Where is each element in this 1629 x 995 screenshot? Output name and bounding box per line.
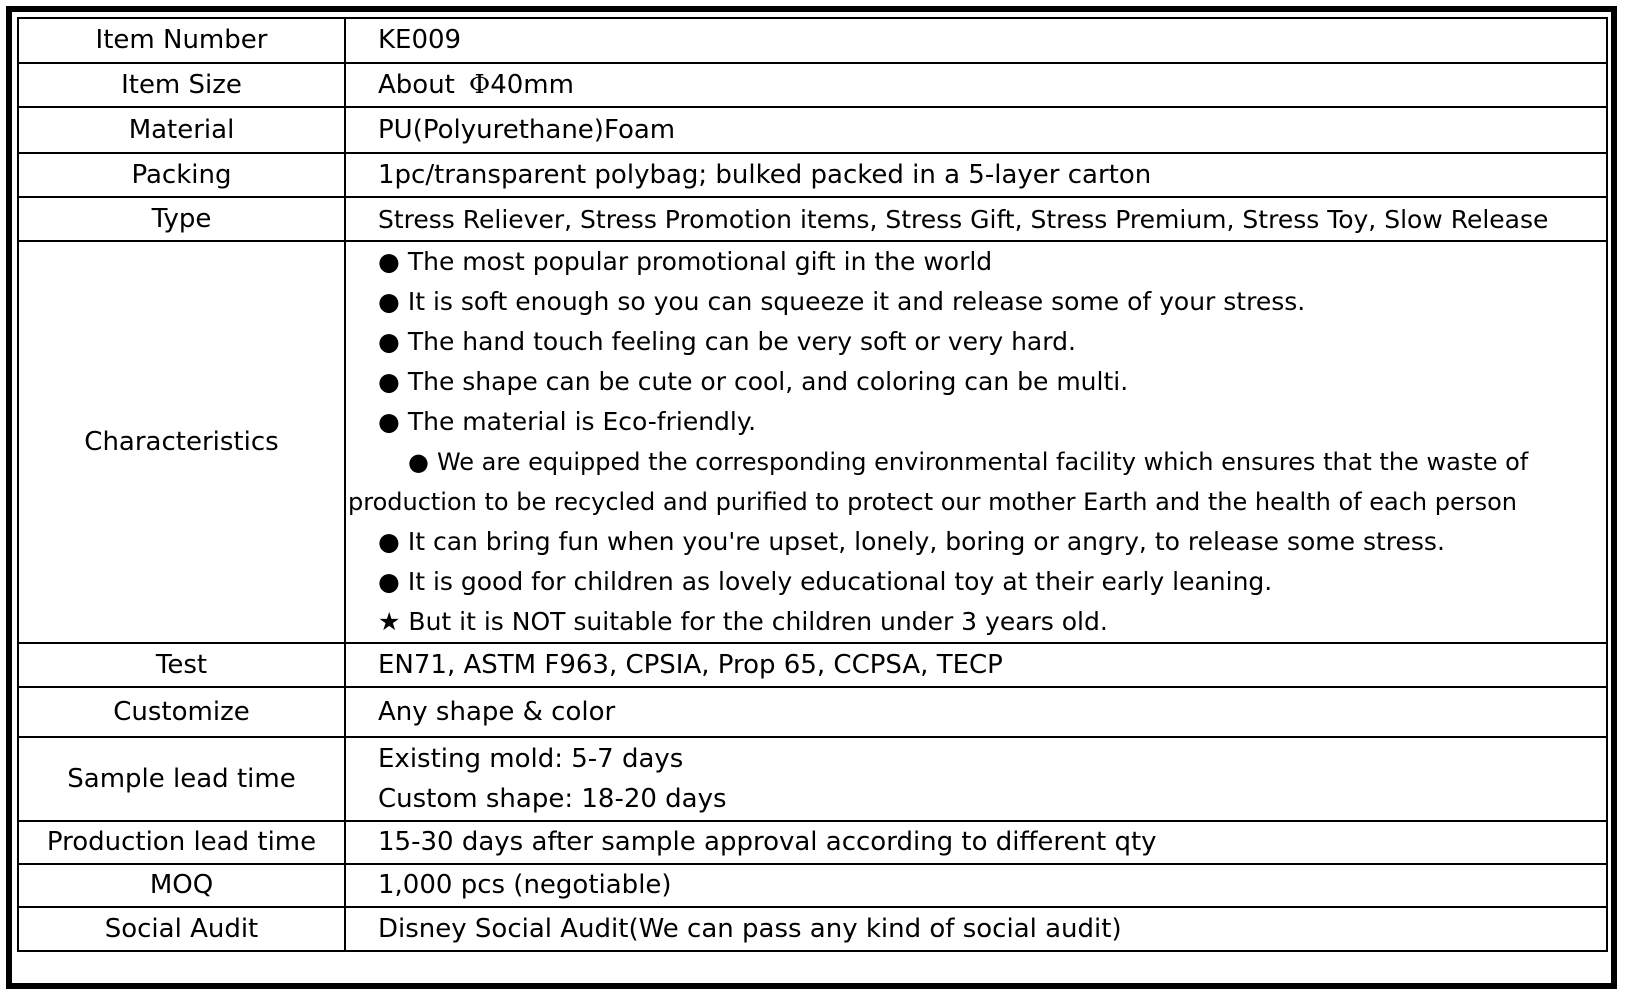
label-item-number: Item Number (18, 18, 345, 63)
label-customize: Customize (18, 687, 345, 737)
label-moq: MOQ (18, 864, 345, 907)
value-type: Stress Reliever, Stress Promotion items, Stress Gift, Stress Premium, Stress Toy, Slow Release (345, 197, 1607, 241)
diameter-symbol: Φ (468, 69, 491, 100)
sample-lead-line: Existing mold: 5-7 days (378, 744, 684, 774)
label-social-audit: Social Audit (18, 907, 345, 951)
bullet-icon: ● (378, 327, 400, 356)
value-packing: 1pc/transparent polybag; bulked packed in a 5-layer carton (345, 153, 1607, 197)
item-size-suffix: 40mm (490, 69, 574, 100)
label-item-size: Item Size (18, 63, 345, 107)
value-social-audit: Disney Social Audit(We can pass any kind of social audit) (345, 907, 1607, 951)
bullet-icon: ● (408, 448, 429, 476)
value-material: PU(Polyurethane)Foam (345, 107, 1607, 153)
row-production-lead-time (18, 821, 1607, 864)
characteristic-text: The hand touch feeling can be very soft or very hard. (407, 327, 1076, 356)
row-type (18, 197, 1607, 241)
characteristic-line (378, 402, 1602, 442)
characteristic-text: It can bring fun when you're upset, lonely, boring or angry, to release some stress. (407, 527, 1445, 556)
value-test: EN71, ASTM F963, CPSIA, Prop 65, CCPSA, TECP (345, 643, 1607, 687)
product-spec-table (17, 17, 1608, 952)
label-material: Material (18, 107, 345, 153)
characteristic-line (378, 602, 1602, 642)
bullet-icon: ● (378, 367, 400, 396)
row-customize (18, 687, 1607, 737)
star-icon: ★ (378, 607, 401, 636)
characteristic-text: The most popular promotional gift in the world (407, 247, 993, 276)
characteristic-line (378, 282, 1602, 322)
characteristic-text: It is soft enough so you can squeeze it and release some of your stress. (407, 287, 1306, 316)
characteristic-line (378, 362, 1602, 402)
label-production-lead-time: Production lead time (18, 821, 345, 864)
spec-sheet-frame (6, 6, 1617, 989)
characteristic-line (348, 442, 1600, 522)
characteristic-line (378, 562, 1602, 602)
characteristic-line (378, 522, 1602, 562)
label-packing: Packing (18, 153, 345, 197)
bullet-icon: ● (378, 247, 400, 276)
value-item-number: KE009 (345, 18, 1607, 63)
characteristic-text: We are equipped the corresponding environmental facility which ensures that the waste of production to be recycled and purified to protect our mother Earth and the health of each person (348, 448, 1529, 516)
label-test: Test (18, 643, 345, 687)
label-characteristics: Characteristics (18, 241, 345, 643)
sample-lead-line: Custom shape: 18-20 days (378, 784, 727, 814)
row-item-size (18, 63, 1607, 107)
characteristic-text: But it is NOT suitable for the children under 3 years old. (408, 607, 1108, 636)
characteristic-text: It is good for children as lovely educational toy at their early leaning. (407, 567, 1273, 596)
row-moq (18, 864, 1607, 907)
characteristic-line (378, 322, 1602, 362)
bullet-icon: ● (378, 527, 400, 556)
bullet-icon: ● (378, 567, 400, 596)
row-social-audit (18, 907, 1607, 951)
label-sample-lead-time: Sample lead time (18, 737, 345, 821)
bullet-icon: ● (378, 287, 400, 316)
row-characteristics (18, 241, 1607, 643)
value-item-size (345, 63, 1607, 107)
label-type: Type (18, 197, 345, 241)
value-characteristics (345, 241, 1607, 643)
value-production-lead-time: 15-30 days after sample approval according to different qty (345, 821, 1607, 864)
item-size-prefix: About (378, 69, 455, 100)
row-item-number (18, 18, 1607, 63)
value-customize: Any shape & color (345, 687, 1607, 737)
value-sample-lead-time (345, 737, 1607, 821)
characteristic-text: The material is Eco-friendly. (407, 407, 757, 436)
row-packing (18, 153, 1607, 197)
row-sample-lead-time (18, 737, 1607, 821)
bullet-icon: ● (378, 407, 400, 436)
row-material (18, 107, 1607, 153)
characteristic-text: The shape can be cute or cool, and coloring can be multi. (407, 367, 1129, 396)
value-moq: 1,000 pcs (negotiable) (345, 864, 1607, 907)
row-test (18, 643, 1607, 687)
characteristic-line (378, 242, 1602, 282)
